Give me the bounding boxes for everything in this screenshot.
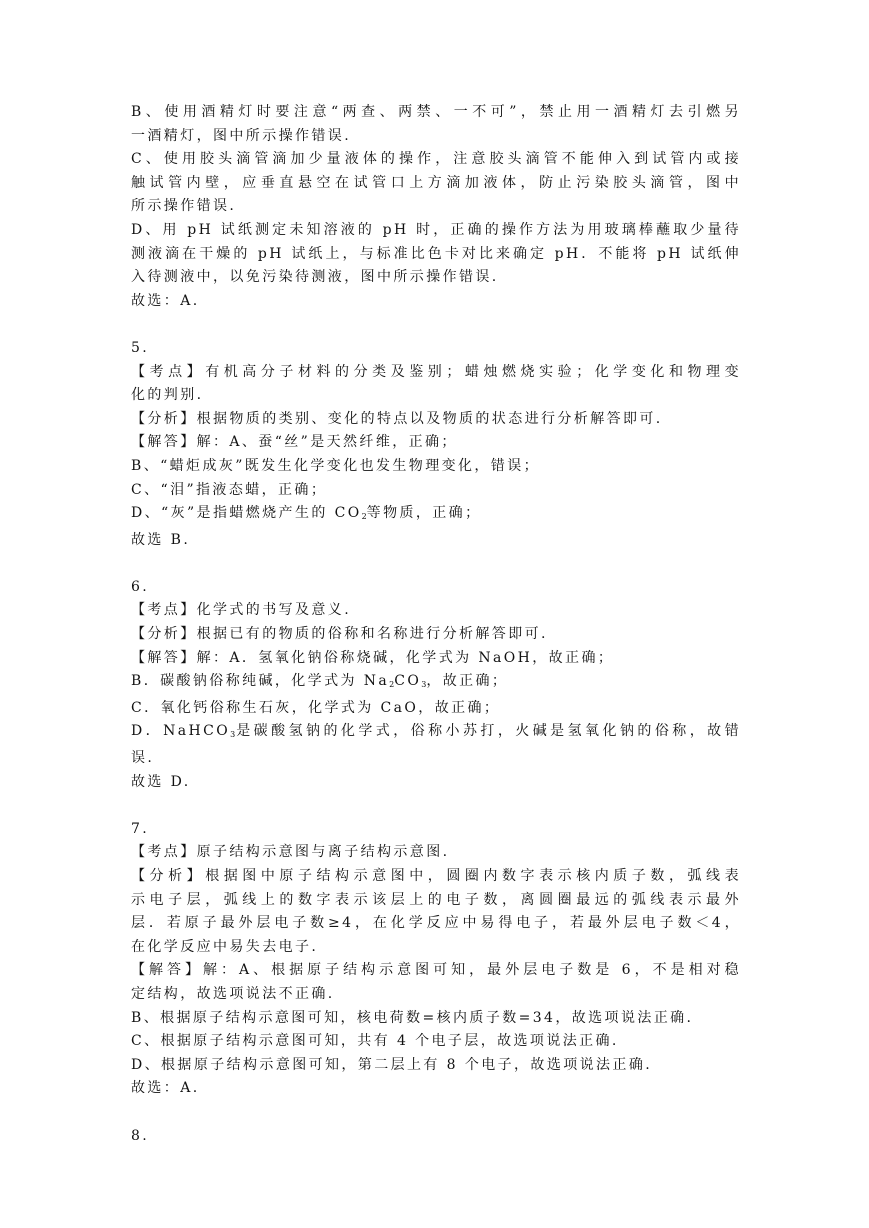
option-c-line-1: C、使用胶头滴管滴加少量液体的操作，注意胶头滴管不能伸入到试管内或接 [131,151,741,168]
question-number: 8. [131,1127,150,1144]
option-d-line-2: 误. [131,750,155,767]
question-number: 6. [131,578,150,595]
q4-explanation-tail [131,101,741,313]
kaodian-line-1: 【考点】有机高分子材料的分类及鉴别；蜡烛燃烧实验；化学变化和物理变 [131,363,741,380]
jieda-line: 【解答】解：A．氢氧化钠俗称烧碱，化学式为 NaOH，故正确； [131,649,615,666]
option-d-text-end: 等物质，正确； [366,505,482,522]
option-d-line [131,502,741,529]
kaodian-line-2: 化的判别. [131,387,204,404]
answer-line: 故选 D. [131,773,191,790]
option-d-text: D、“灰”是指蜡燃烧产生的 CO [131,505,362,522]
formula-part: CO [394,673,422,690]
document-page [131,101,741,1148]
subscript: 3 [230,730,236,740]
jieda-line-1: 【解答】解：A、根据原子结构示意图可知，最外层电子数是 6，不是相对稳 [131,962,741,979]
jieda-line-2: 定结构，故选项说法不正确. [131,985,335,1002]
fenxi-line-1: 【分析】根据图中原子结构示意图中，圆圈内数字表示核内质子数，弧线表 [131,868,741,884]
option-b-line [131,670,741,697]
answer-line: 故选：A. [131,292,200,309]
question-6-solution [131,576,741,794]
option-b-text: B．碳酸钠俗称纯碱，化学式为 Na [131,673,390,690]
option-c-line: C、根据原子结构示意图可知，共有 4 个电子层，故选项说法正确. [131,1033,619,1050]
fenxi-line-3: 层．若原子最外层电子数≥4，在化学反应中易得电子，若最外层电子数＜4， [131,915,741,932]
fenxi-line-2: 示电子层，弧线上的数字表示该层上的电子数，离圆圈最远的弧线表示最外 [131,891,741,908]
option-c-line: C．氧化钙俗称生石灰，化学式为 CaO，故正确； [131,699,501,716]
option-c-line-3: 所示操作错误. [131,198,237,215]
fenxi-line: 【分析】根据已有的物质的俗称和名称进行分析解答即可. [131,626,548,643]
option-d-line-1 [131,720,741,747]
answer-line: 故选：A. [131,1080,200,1097]
question-5-solution [131,337,741,552]
fenxi-line-4: 在化学反应中易失去电子. [131,938,319,955]
question-8-solution [131,1125,741,1149]
subscript: 2 [389,680,395,690]
question-7-solution [131,818,741,1101]
option-b-line: B、根据原子结构示意图可知，核电荷数=核内质子数=34，故选项说法正确. [131,1009,694,1026]
option-c-line: C、“泪”指液态蜡，正确； [131,481,328,498]
kaodian-line: 【考点】原子结构示意图与离子结构示意图. [131,844,450,861]
option-d-line-1: D、用 pH 试纸测定未知溶液的 pH 时，正确的操作方法为用玻璃棒蘸取少量待 [131,221,741,238]
answer-line: 故选 B. [131,531,191,548]
jieda-line: 【解答】解：A、蚕“丝”是天然纤维，正确； [131,434,458,451]
fenxi-line: 【分析】根据物质的类别、变化的特点以及物质的状态进行分析解答即可. [131,410,663,427]
option-b-line: B、“蜡炬成灰”既发生化学变化也发生物理变化，错误； [131,457,541,474]
question-number: 5. [131,339,150,356]
option-d-line-2: 测液滴在干燥的 pH 试纸上，与标准比色卡对比来确定 pH．不能将 pH 试纸伸 [131,245,741,262]
option-c-line-2: 触试管内壁，应垂直悬空在试管口上方滴加液体，防止污染胶头滴管，图中 [131,174,741,191]
subscript: 3 [421,680,427,690]
kaodian-line: 【考点】化学式的书写及意义. [131,602,352,619]
question-number: 7. [131,820,150,837]
option-d-line-3: 入待测液中，以免污染待测液，图中所示操作错误. [131,269,499,286]
option-b-text-end: ，故正确； [426,673,509,690]
subscript: 2 [361,512,367,522]
option-b-line-1: B、使用酒精灯时要注意“两查、两禁、一不可”，禁止用一酒精灯去引燃另 [131,104,741,120]
option-d-text-end: 是碳酸氢钠的化学式，俗称小苏打，火碱是氢氧化钠的俗称，故错 [235,723,741,740]
option-b-line-2: 一酒精灯，图中所示操作错误. [131,127,352,144]
option-d-text: D．NaHCO [131,723,231,740]
option-d-line: D、根据原子结构示意图可知，第二层上有 8 个电子，故选项说法正确. [131,1056,653,1073]
